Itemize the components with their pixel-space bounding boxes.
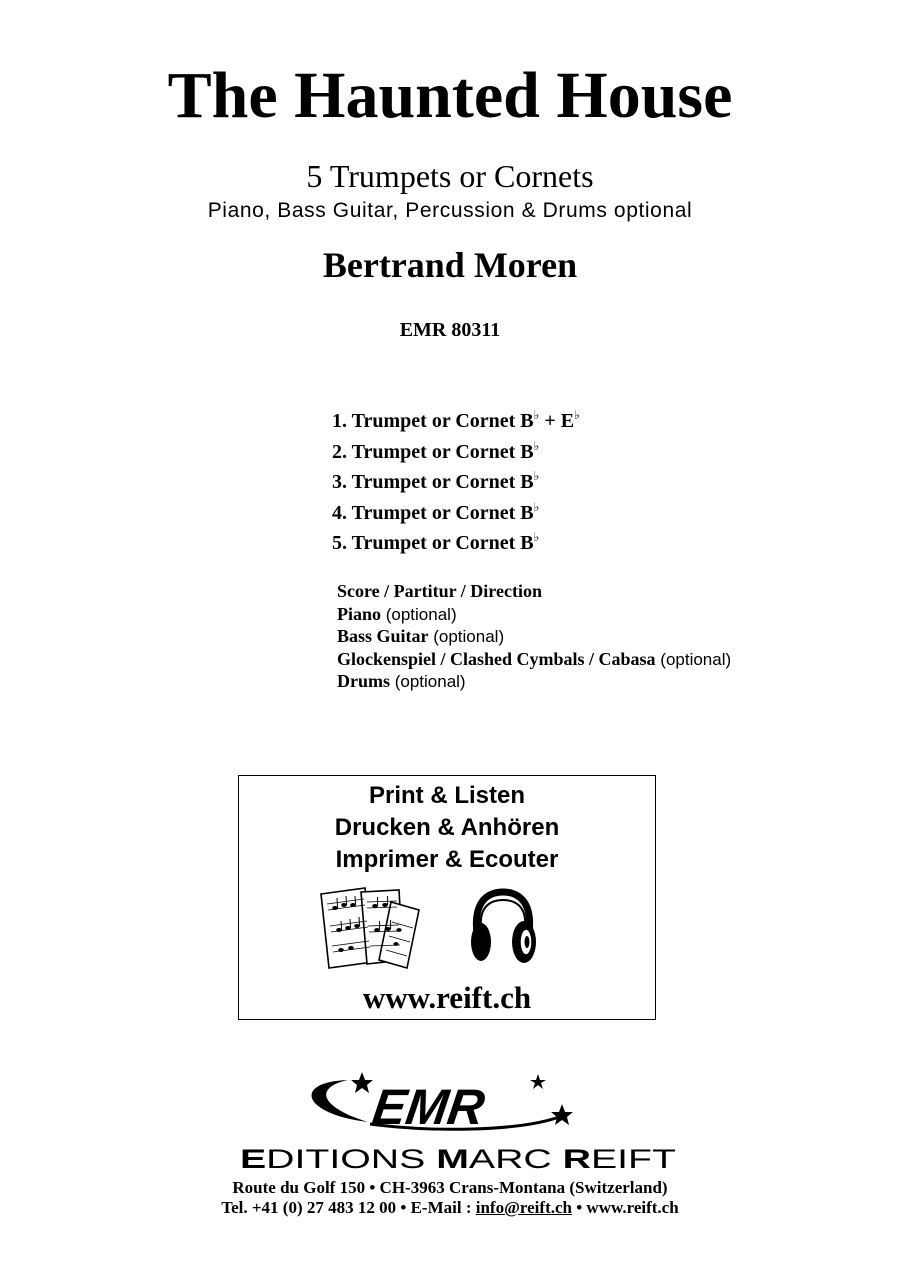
part-item — [332, 461, 580, 492]
flat-sign: ♭ — [533, 408, 540, 422]
part-label: 3. Trumpet or Cornet B — [332, 471, 534, 493]
part-label: 4. Trumpet or Cornet B — [332, 501, 534, 524]
part-item — [332, 492, 580, 523]
catalog-number: EMR 80311 — [399, 319, 501, 341]
flat-sign: ♭ — [533, 438, 540, 453]
telephone: Tel. +41 (0) 27 483 12 00 • E-Mail : — [221, 1198, 476, 1217]
sheet-music-icon — [317, 884, 421, 970]
composer-name: Bertrand Moren — [322, 245, 578, 285]
publisher-initial-e: E — [240, 1144, 259, 1172]
part-suffix: + E — [539, 410, 575, 432]
publisher-word-reift: EIFT — [590, 1144, 650, 1172]
emr-logo — [240, 1072, 680, 1172]
extra-item — [337, 625, 731, 648]
part-item — [332, 431, 580, 462]
extras-list — [337, 580, 731, 693]
part-label: 1. Trumpet or Cornet B — [332, 410, 534, 432]
website[interactable]: • www.reift.ch — [571, 1198, 679, 1217]
extra-name: Piano — [337, 603, 382, 624]
promo-line-en: Print & Listen — [368, 782, 525, 809]
part-label: 2. Trumpet or Cornet B — [332, 440, 534, 463]
instrumentation-note: Piano, Bass Guitar, Percussion & Drums optional — [207, 199, 693, 222]
logo-letters: EMR — [369, 1079, 489, 1135]
flat-sign: ♭ — [533, 499, 540, 514]
extra-note: (optional) — [390, 672, 466, 692]
extra-name: Score / Partitur / Direction — [337, 581, 542, 601]
extra-item — [337, 648, 731, 671]
page-title: The Haunted House — [167, 59, 733, 132]
publisher-address: Route du Golf 150 • CH-3963 Crans-Montana (Switzerland) — [232, 1178, 668, 1197]
promo-line-de: Drucken & Anhören — [334, 814, 560, 841]
flat-sign: ♭ — [533, 469, 540, 483]
headphones-icon — [467, 888, 539, 966]
flat-sign: ♭ — [533, 530, 540, 544]
publisher-name — [240, 1144, 676, 1172]
publisher-word-editions: DITIONS — [266, 1144, 384, 1172]
extra-item — [337, 670, 731, 693]
promo-line-fr: Imprimer & Ecouter — [335, 846, 559, 873]
extra-name: Glockenspiel / Clashed Cymbals / Cabasa — [337, 648, 656, 669]
flat-sign: ♭ — [574, 408, 580, 422]
publisher-initial-m: M — [436, 1144, 459, 1172]
part-item — [332, 400, 580, 431]
publisher-contact — [0, 1198, 900, 1218]
extra-item — [337, 580, 731, 603]
extra-note: (optional) — [381, 604, 457, 624]
print-listen-box — [238, 775, 656, 1020]
promo-url[interactable]: www.reift.ch — [362, 980, 532, 1015]
extra-item — [337, 603, 731, 626]
part-label: 5. Trumpet or Cornet B — [332, 532, 534, 554]
email-link[interactable]: info@reift.ch — [475, 1198, 572, 1217]
extra-name: Bass Guitar — [337, 626, 429, 647]
publisher-initial-r: R — [562, 1144, 583, 1172]
extra-note: (optional) — [655, 649, 732, 669]
part-item — [332, 522, 580, 553]
publisher-word-marc: ARC — [468, 1144, 534, 1172]
parts-list — [332, 400, 580, 553]
extra-name: Drums — [337, 671, 390, 692]
subtitle: 5 Trumpets or Cornets — [306, 158, 594, 194]
extra-note: (optional) — [428, 627, 505, 647]
